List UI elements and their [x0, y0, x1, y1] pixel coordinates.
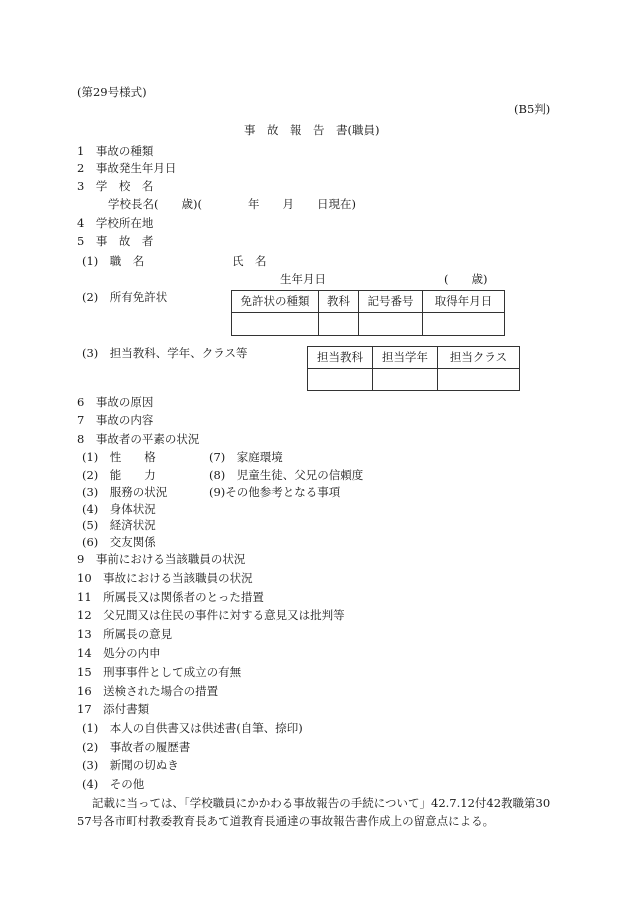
assignment-cell-class[interactable] [438, 369, 520, 391]
license-cell-date[interactable] [423, 313, 505, 336]
section-7: 7 事故の内容 [77, 413, 154, 427]
section-12: 12 父兄間又は住民の事件に対する意見又は批判等 [77, 608, 345, 622]
license-header-type: 免許状の種類 [232, 291, 319, 313]
assignment-header-class: 担当クラス [438, 347, 520, 369]
license-header-subject: 教科 [319, 291, 359, 313]
section-17: 17 添付書類 [77, 702, 150, 716]
status-item-6: (6) 交友関係 [82, 535, 156, 549]
section-2: 2 事故発生年月日 [77, 161, 177, 175]
status-item-8: (8) 児童生徒、父兄の信頼度 [209, 468, 364, 482]
section-10: 10 事故における当該職員の状況 [77, 571, 253, 585]
assignment-cell-grade[interactable] [373, 369, 438, 391]
status-item-3: (3) 服務の状況 [82, 485, 168, 499]
status-item-5: (5) 経済状況 [82, 518, 156, 532]
section-6: 6 事故の原因 [77, 395, 154, 409]
license-cell-number[interactable] [359, 313, 423, 336]
birthdate-label: 生年月日 [280, 272, 326, 286]
attachment-2: (2) 事故者の履歴書 [82, 740, 191, 754]
form-number: (第29号様式) [77, 85, 147, 99]
license-cell-type[interactable] [232, 313, 319, 336]
section-5-1: (1) 職 名 [82, 254, 145, 268]
note-line-2: 57号各市町村教委教育長あて道教育長通達の事故報告書作成上の留意点による。 [77, 814, 495, 828]
section-5-3: (3) 担当教科、学年、クラス等 [82, 346, 248, 360]
note-line-1: 記載に当っては、「学校職員にかかわる事故報告の手続について」42.7.12付42教職第30 [92, 796, 551, 810]
section-3: 3 学 校 名 [77, 179, 154, 193]
section-16: 16 送検された場合の措置 [77, 684, 219, 698]
assignment-table [307, 346, 520, 391]
license-table [231, 290, 505, 336]
license-cell-subject[interactable] [319, 313, 359, 336]
section-5: 5 事 故 者 [77, 234, 154, 248]
attachment-4: (4) その他 [82, 777, 145, 791]
status-item-2: (2) 能 力 [82, 468, 156, 482]
section-9: 9 事前における当該職員の状況 [77, 552, 246, 566]
status-item-9: (9)その他参考となる事項 [209, 485, 341, 499]
section-5-2: (2) 所有免許状 [82, 290, 168, 304]
status-item-1: (1) 性 格 [82, 450, 156, 464]
paper-size: (B5判) [514, 102, 551, 116]
license-header-number: 記号番号 [359, 291, 423, 313]
status-item-7: (7) 家庭環境 [209, 450, 283, 464]
document-title: 事 故 報 告 書(職員) [244, 123, 380, 137]
section-4: 4 学校所在地 [77, 216, 154, 230]
attachment-1: (1) 本人の自供書又は供述書(自筆、捺印) [82, 721, 303, 735]
assignment-header-grade: 担当学年 [373, 347, 438, 369]
section-8: 8 事故者の平素の状況 [77, 432, 200, 446]
status-item-4: (4) 身体状況 [82, 502, 156, 516]
name-label: 氏 名 [232, 254, 267, 268]
principal-line: 学校長名( 歳)( 年 月 日現在) [108, 197, 356, 211]
attachment-3: (3) 新聞の切ぬき [82, 758, 179, 772]
assignment-cell-subject[interactable] [308, 369, 373, 391]
assignment-header-subject: 担当教科 [308, 347, 373, 369]
age-label: ( 歳) [444, 272, 488, 286]
section-11: 11 所属長又は関係者のとった措置 [77, 590, 264, 604]
license-header-date: 取得年月日 [423, 291, 505, 313]
section-15: 15 刑事事件として成立の有無 [77, 665, 242, 679]
section-13: 13 所属長の意見 [77, 627, 173, 641]
section-1: 1 事故の種類 [77, 144, 154, 158]
section-14: 14 処分の内申 [77, 646, 161, 660]
